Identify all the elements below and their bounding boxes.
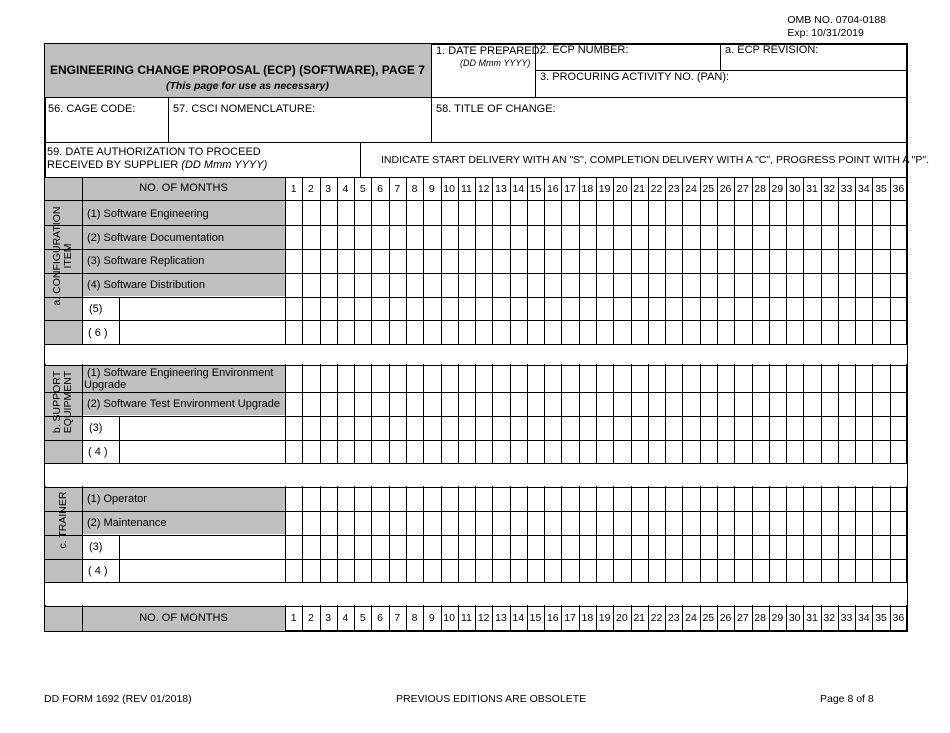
section-support-equipment-label: b. SUPPORT EQUIPMENT: [51, 370, 74, 434]
month-number: 11: [460, 612, 472, 624]
month-column-line: [855, 177, 856, 632]
month-number: 30: [788, 183, 801, 195]
month-number: 23: [667, 612, 680, 624]
grid-row-line: [45, 225, 907, 226]
month-column-line: [682, 177, 683, 632]
month-number: 8: [411, 183, 418, 195]
month-column-line: [492, 177, 493, 632]
month-column-line: [527, 177, 528, 632]
omb-expiration: Exp: 10/31/2019: [787, 27, 864, 39]
grid-row-line: [45, 392, 907, 393]
month-number: 31: [806, 612, 818, 624]
form-number: DD FORM 1692 (REV 01/2018): [44, 693, 192, 705]
row-operator: (1) Operator: [87, 493, 147, 505]
month-number: 10: [443, 612, 455, 624]
month-number: 24: [685, 612, 697, 624]
month-column-line: [752, 177, 753, 632]
month-number: 14: [512, 183, 525, 195]
grid-row-line: [45, 249, 907, 250]
month-number: 31: [806, 183, 818, 195]
month-column-line: [613, 177, 614, 632]
row-sw-eng-env-upgrade-line1: (1) Software Engineering Environment: [87, 367, 274, 379]
month-number: 23: [667, 183, 680, 195]
month-number: 28: [754, 612, 766, 624]
month-number: 35: [875, 612, 887, 624]
month-number: 3: [325, 612, 332, 624]
page-number: Page 8 of 8: [820, 693, 874, 705]
indicate-instruction: INDICATE START DELIVERY WITH AN "S", COMPLETION DELIVERY WITH A "C", PROGRESS POINT WITH A "P".: [381, 154, 930, 166]
title-of-change-label: 58. TITLE OF CHANGE:: [436, 103, 556, 115]
month-number: 26: [719, 612, 732, 624]
month-number: 2: [307, 612, 314, 624]
month-column-line: [803, 177, 804, 632]
grid-row-line: [45, 440, 907, 441]
month-column-line: [354, 177, 355, 632]
month-number: 7: [394, 183, 401, 195]
form-title: ENGINEERING CHANGE PROPOSAL (ECP) (SOFTWARE), PAGE 7: [50, 63, 425, 77]
month-column-line: [337, 177, 338, 632]
month-column-line: [890, 177, 891, 632]
month-number: 24: [685, 183, 697, 195]
month-number: 27: [737, 612, 749, 624]
month-column-line: [406, 177, 407, 632]
month-number: 7: [394, 612, 401, 624]
row-config-5: (5): [89, 303, 103, 315]
month-number: 3: [325, 183, 332, 195]
month-number: 33: [840, 183, 853, 195]
month-number: 36: [892, 612, 905, 624]
month-number: 4: [342, 612, 349, 624]
month-number: 9: [428, 183, 435, 195]
month-number: 10: [443, 183, 455, 195]
section-trainer-label: c. TRAINER: [57, 491, 69, 549]
month-column-line: [458, 177, 459, 632]
month-column-line: [648, 177, 649, 632]
auth-label-line1: 59. DATE AUTHORIZATION TO PROCEED: [47, 146, 261, 158]
month-column-line: [821, 177, 822, 632]
month-number: 20: [616, 183, 628, 195]
row-config-6: ( 6 ): [88, 327, 108, 339]
month-number: 5: [359, 183, 366, 195]
row-trainer-4: ( 4 ): [88, 565, 108, 577]
section-configuration-item-label: a. CONFIGURATION ITEM: [51, 206, 74, 306]
month-number: 30: [788, 612, 801, 624]
month-number: 15: [529, 183, 542, 195]
grid-row-line: [45, 487, 907, 488]
csci-label: 57. CSCI NOMENCLATURE:: [173, 103, 316, 115]
grid-row-line: [45, 273, 907, 274]
month-number: 33: [840, 612, 853, 624]
month-number: 17: [564, 612, 576, 624]
month-number: 26: [719, 183, 732, 195]
row-support-4: ( 4 ): [88, 446, 108, 458]
cage-code-label: 56. CAGE CODE:: [48, 103, 136, 115]
month-column-line: [838, 177, 839, 632]
grid-row-line: [45, 320, 907, 321]
row-trainer-3: (3): [89, 541, 103, 553]
month-number: 9: [428, 612, 435, 624]
month-column-line: [510, 177, 511, 632]
month-number: 13: [495, 612, 507, 624]
grid-row-line: [45, 365, 907, 366]
month-number: 34: [857, 183, 870, 195]
row-software-engineering: (1) Software Engineering: [87, 208, 209, 220]
month-number: 32: [823, 612, 836, 624]
month-number: 5: [359, 612, 366, 624]
month-number: 22: [650, 612, 663, 624]
month-number: 21: [633, 612, 646, 624]
grid-row-line: [45, 606, 907, 607]
month-column-line: [596, 177, 597, 632]
grid-row-line: [45, 200, 907, 201]
month-column-line: [665, 177, 666, 632]
month-number: 16: [546, 612, 559, 624]
grid-row-line: [45, 297, 907, 298]
month-column-line: [561, 177, 562, 632]
month-number: 1: [290, 612, 297, 624]
form-frame: [44, 43, 908, 632]
months-label-bottom: NO. OF MONTHS: [139, 612, 228, 624]
month-column-line: [769, 177, 770, 632]
ecp-revision-label: a. ECP REVISION:: [725, 44, 819, 56]
month-number: 6: [377, 612, 383, 624]
month-number: 25: [702, 612, 715, 624]
month-column-line: [872, 177, 873, 632]
month-column-line: [786, 177, 787, 632]
month-number: 36: [892, 183, 905, 195]
month-number: 29: [771, 612, 784, 624]
section-gap: [45, 464, 907, 486]
months-label-top: NO. OF MONTHS: [139, 182, 228, 194]
month-number: 20: [616, 612, 628, 624]
grid-row-line: [45, 535, 907, 536]
month-column-line: [717, 177, 718, 632]
month-number: 11: [460, 183, 472, 195]
row-sw-test-env-upgrade: (2) Software Test Environment Upgrade: [87, 398, 280, 410]
month-column-line: [631, 177, 632, 632]
section-gap: [45, 583, 907, 605]
grid-row-line: [45, 416, 907, 417]
month-column-line: [700, 177, 701, 632]
month-number: 6: [377, 183, 383, 195]
month-number: 2: [307, 183, 314, 195]
form-subtitle: (This page for use as necessary): [166, 80, 329, 92]
month-column-line: [423, 177, 424, 632]
row-maintenance: (2) Maintenance: [87, 517, 167, 529]
month-number: 18: [581, 612, 594, 624]
row-software-replication: (3) Software Replication: [87, 255, 205, 267]
month-number: 32: [823, 183, 836, 195]
row-sw-eng-env-upgrade-line2: Upgrade: [84, 379, 127, 391]
procuring-label: 3. PROCURING ACTIVITY NO. (PAN):: [540, 71, 730, 83]
month-number: 25: [702, 183, 715, 195]
month-number: 34: [857, 612, 870, 624]
omb-block: [787, 14, 886, 40]
month-number: 12: [477, 612, 490, 624]
month-column-line: [579, 177, 580, 632]
month-column-line: [441, 177, 442, 632]
month-number: 15: [529, 612, 542, 624]
month-number: 19: [598, 612, 611, 624]
date-prepared-label: 1. DATE PREPARED:: [436, 45, 543, 57]
month-number: 13: [495, 183, 507, 195]
month-column-line: [320, 177, 321, 632]
month-number: 18: [581, 183, 594, 195]
month-column-line: [475, 177, 476, 632]
grid-row-line: [45, 559, 907, 560]
month-number: 12: [477, 183, 490, 195]
omb-number: OMB NO. 0704-0188: [787, 14, 886, 26]
month-number: 17: [564, 183, 576, 195]
month-number: 4: [342, 183, 349, 195]
month-number: 8: [411, 612, 418, 624]
month-number: 22: [650, 183, 663, 195]
month-column-line: [371, 177, 372, 632]
date-format-hint: (DD Mmm YYYY): [460, 58, 531, 68]
row-software-documentation: (2) Software Documentation: [87, 232, 224, 244]
month-column-line: [544, 177, 545, 632]
month-number: 29: [771, 183, 784, 195]
section-gap: [45, 345, 907, 364]
month-number: 16: [546, 183, 559, 195]
previous-editions-note: PREVIOUS EDITIONS ARE OBSOLETE: [396, 693, 587, 705]
ecp-number-label: 2. ECP NUMBER:: [540, 44, 629, 56]
auth-label-line2: RECEIVED BY SUPPLIER (DD Mmm YYYY): [47, 159, 268, 171]
month-column-line: [734, 177, 735, 632]
row-support-3: (3): [89, 422, 103, 434]
month-number: 27: [737, 183, 749, 195]
month-number: 35: [875, 183, 887, 195]
month-number: 14: [512, 612, 525, 624]
month-number: 19: [598, 183, 611, 195]
month-column-line: [389, 177, 390, 632]
month-number: 28: [754, 183, 766, 195]
row-software-distribution: (4) Software Distribution: [87, 279, 205, 291]
month-column-line: [302, 177, 303, 632]
month-number: 1: [290, 183, 297, 195]
grid-row-line: [45, 511, 907, 512]
month-number: 21: [633, 183, 646, 195]
